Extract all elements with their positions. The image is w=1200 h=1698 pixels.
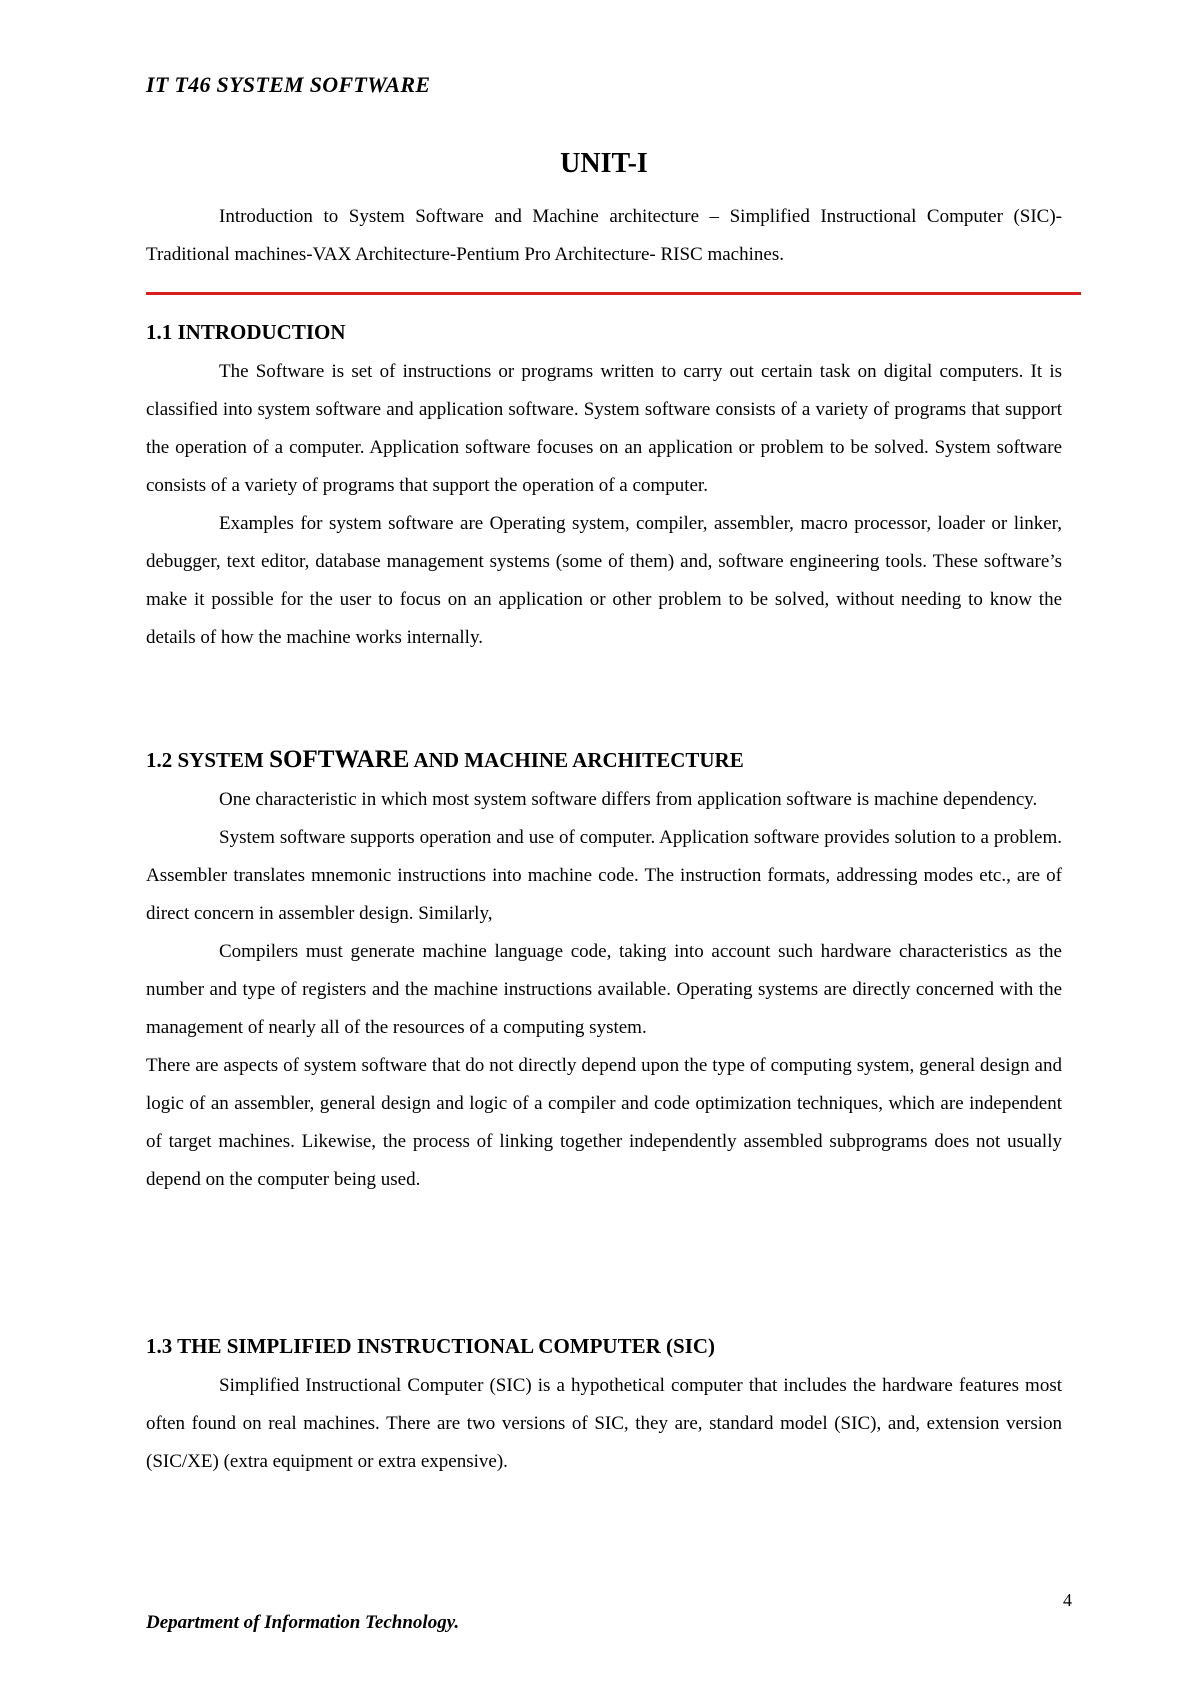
footer-department: Department of Information Technology.: [146, 1612, 460, 1633]
heading-part: 1.2 SYSTEM: [146, 748, 270, 772]
section-sic: [146, 1331, 1062, 1481]
section-system-software-machine-architecture: [146, 745, 1062, 1199]
section-divider: [146, 292, 1081, 295]
paragraph: One characteristic in which most system software differs from application software is machine dependency.: [219, 789, 1038, 810]
heading-part: AND MACHINE ARCHITECTURE: [409, 748, 744, 772]
document-page: [146, 0, 1072, 1698]
running-header: IT T46 SYSTEM SOFTWARE: [146, 72, 431, 97]
section-heading: [146, 745, 1062, 775]
paragraph: Compilers must generate machine language code, taking into account such hardware characteristics as the number and type of registers and the machine instructions available. Operating systems are directly concerned with the management of nearly all of the resources of a computing system.: [146, 941, 1062, 1038]
unit-summary: Introduction to System Software and Machine architecture – Simplified Instructional Computer (SIC)-Traditional machines-VAX Architecture-Pentium Pro Architecture- RISC machines.: [146, 206, 1062, 265]
paragraph: The Software is set of instructions or programs written to carry out certain task on digital computers. It is classified into system software and application software. System software consists of a variety of programs that support the operation of a computer. Application software focuses on an application or problem to be solved. System software consists of a variety of programs that support the operation of a computer.: [146, 361, 1062, 496]
paragraph: There are aspects of system software that do not directly depend upon the type of computing system, general design and logic of an assembler, general design and logic of a compiler and code optimization techniques, which are independent of target machines. Likewise, the process of linking together independently assembled subprograms does not usually depend on the computer being used.: [146, 1055, 1062, 1190]
paragraph: Simplified Instructional Computer (SIC) is a hypothetical computer that includes the hardware features most often found on real machines. There are two versions of SIC, they are, standard model (SIC), and, extension version (SIC/XE) (extra equipment or extra expensive).: [146, 1375, 1062, 1472]
heading-part-emphasis: SOFTWARE: [269, 746, 410, 773]
page-number: 4: [1063, 1590, 1072, 1610]
section-heading: 1.1 INTRODUCTION: [146, 320, 346, 344]
section-heading: 1.3 THE SIMPLIFIED INSTRUCTIONAL COMPUTER (SIC): [146, 1334, 716, 1358]
paragraph: Examples for system software are Operating system, compiler, assembler, macro processor, loader or linker, debugger, text editor, database management systems (some of them) and, software engineering tools. These software’s make it possible for the user to focus on an application or other problem to be solved, without needing to know the details of how the machine works internally.: [146, 513, 1062, 648]
section-introduction: [146, 317, 1062, 657]
paragraph: System software supports operation and use of computer. Application software provides solution to a problem. Assembler translates mnemonic instructions into machine code. The instruction formats, addressing modes etc., are of direct concern in assembler design. Similarly,: [146, 827, 1062, 924]
unit-title: UNIT-I: [560, 148, 648, 179]
